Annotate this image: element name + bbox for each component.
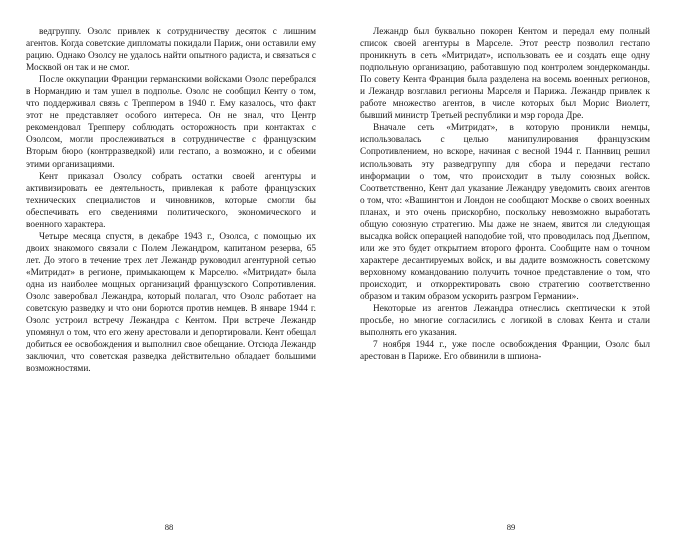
page-number-right: 89 bbox=[506, 522, 516, 532]
page-right bbox=[338, 26, 676, 540]
page-number-left: 88 bbox=[164, 522, 174, 532]
paragraph: Вначале сеть «Митридат», в которую проникли немцы, использовалась с целью манипулирования французским Сопротивлением, но вскоре, начиная с весной 1944 г. Паннвиц решил использовать эту разведгруппу для сбора и передачи гестапо информации о том, что происходит в тылу союзных войск. Соответственно, Кент дал указание Лежандру уведомить своих агентов о том, что: «Вашингтон и Лондон не сообщают Москве о своих военных планах, и это очень прискорбно, поскольку невозможно выработать общую союзную стратегию. Мы даже не знаем, явится ли следующая высадка войск операцией наподобие той, что проводилась под Дьеппом, или же это будет открытием второго фронта. Сообщите нам о точном характере десантируемых войск, и вы дадите возможность советскому верховному командованию получить точное представление о том, что происходит, и откорректировать свою стратегию соответственно образом и таким образом ускорить разгром Германии». bbox=[360, 123, 650, 303]
page-left-text-column bbox=[26, 26, 316, 488]
paragraph: Четыре месяца спустя, в декабре 1943 г., Озолса, с помощью их двоих знакомого связали с Полем Лежандром, капитаном резерва, 65 лет. До этого в течение трех лет Лежандр руководил агентурной сетью «Митридат» в регионе, примыкающем к Марселю. «Митридат» была одна из наиболее мощных организаций французского Сопротивления. Озолс заверобвал Лежандра, который полагал, что Озолс работает на советскую разведку и что они борются против немцев. В январе 1944 г. Озолс устроил встречу Лежандра с Кентом. При встрече Лежандр упомянул о том, что его жену арестовали и депортировали. Кент обещал добиться ее освобождения и выполнил свое обещание. Отсюда Лежандр заключил, что советская разведка действительно обладает большими возможностями. bbox=[26, 231, 316, 375]
paragraph: ведгруппу. Озолс привлек к сотрудничеству десяток с лишним агентов. Когда советские дипломаты покидали Париж, они оставили ему рацию. Однако Озолсу не удалось найти опытного радиста, и связаться с Москвой он так и не смог. bbox=[26, 27, 316, 74]
paragraph: 7 ноября 1944 г., уже после освобождения Франции, Озолс был арестован в Париже. Его обвинили в шпиона- bbox=[360, 340, 650, 363]
paragraph: После оккупации Франции германскими войсками Озолс перебрался в Нормандию и там ушел в подполье. Озолс не сообщил Кенту о том, что поддерживал связь с Треппером в 1940 г. Ему казалось, что факт этот не представляет особого интереса. Он не знал, что Центр рекомендовал Трепперу соблюдать осторожность при контактах с Озолсом, могли прослеживаться в сотрудничестве с французским Вторым бюро (контрразведкой) или гестапо, а возможно, и с обеими этими организациями. bbox=[26, 75, 316, 170]
paragraph: Кент приказал Озолсу собрать остатки своей агентуры и активизировать ее деятельность, привлекая к работе французских технических специалистов и чиновников, которые смогли бы обеспечивать его сведениями политического, экономического и военного характера. bbox=[26, 171, 316, 230]
paragraph: Лежандр был буквально покорен Кентом и передал ему полный список своей агентуры в Марселе. Этот реестр позволил гестапо проникнуть в сеть «Митридат», использовать ее и создать еще одну подпольную организацию, работавшую под контролем зондеркоманды. По совету Кента Франция была разделена на восемь военных регионов, и Лежандр возглавил регионы Марселя и Парижа. Лежандр привлек к работе множество агентов, в числе которых был Морис Виолетт, бывший министр Третьей республики и мэр города Дре. bbox=[360, 27, 650, 122]
page-right-text-column bbox=[360, 26, 650, 488]
page-left bbox=[0, 26, 338, 540]
paragraph: Некоторые из агентов Лежандра отнеслись скептически к этой просьбе, но многие согласились с логикой в словах Кента и стали выполнять его указания. bbox=[360, 304, 650, 339]
